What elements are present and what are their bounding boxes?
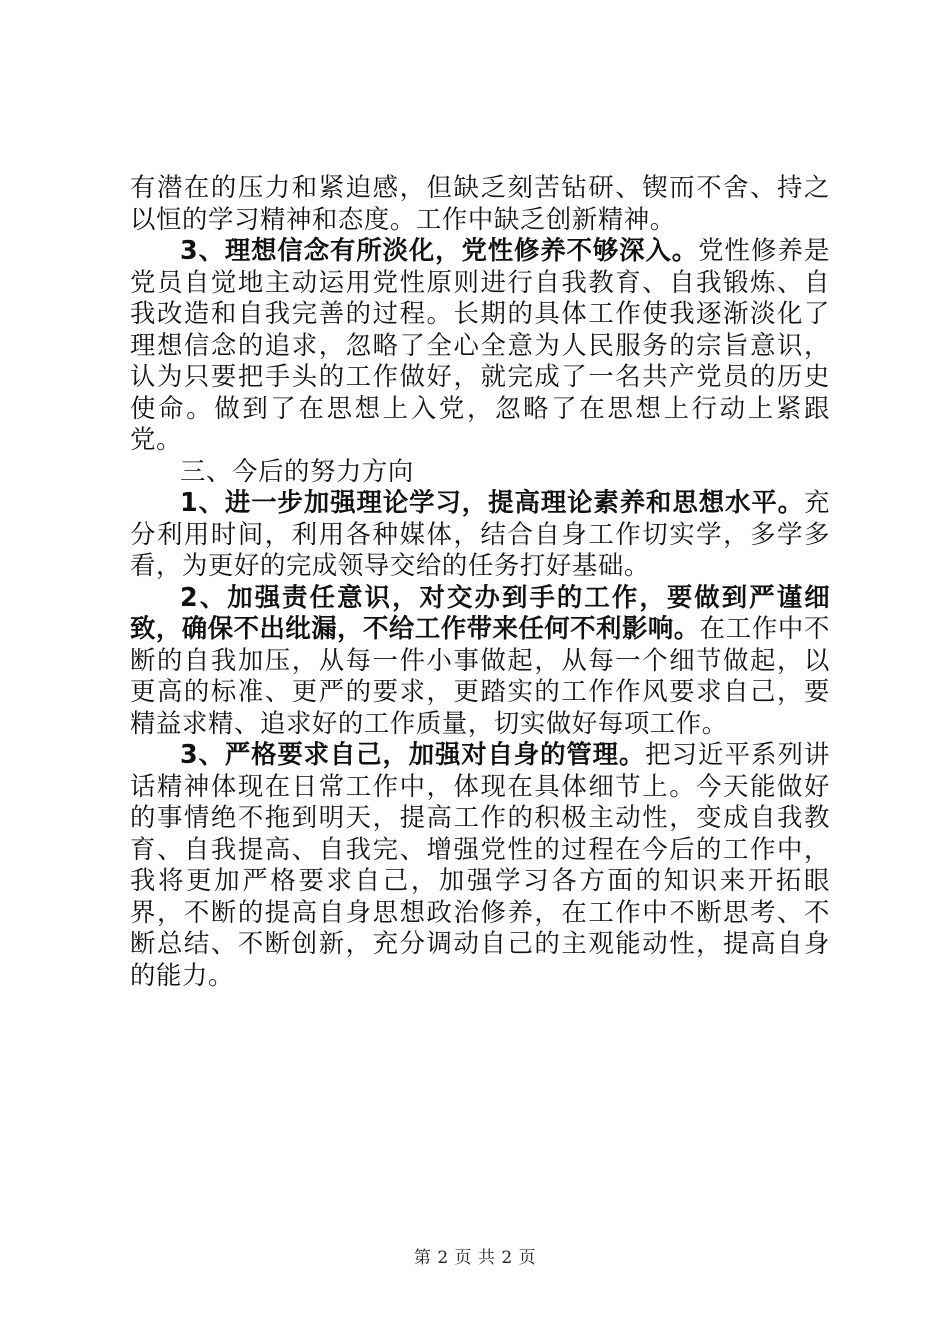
paragraph-point-1-theory [130,487,830,582]
paragraph-text: 党性修养是党员自觉地主动运用党性原则进行自我教育、自我锻炼、自我改造和自我完善的过程。长期的具体工作使我逐渐淡化了理想信念的追求，忽略了全心全意为人民服务的宗旨意识，认为只要把手头的工作做好，就完成了一名共产党员的历史使命。做到了在思想上入党，忽略了在思想上行动上紧跟党。 [130,235,831,454]
paragraph-text: 在工作中不断的自我加压，从每一件小事做起，从每一个细节做起，以更高的标准、更严的要求，更踏实的工作作风要求自己，要精益求精、追求好的工作质量，切实做好每项工作。 [130,613,830,738]
page-footer [0,1243,950,1268]
paragraph-text: 有潜在的压力和紧迫感，但缺乏刻苦钻研、锲而不舍、持之以恒的学习精神和态度。工作中缺乏创新精神。 [130,172,830,234]
paragraph-text: 充分利用时间，利用各种媒体，结合自身工作切实学，多学多看，为更好的完成领导交给的任务打好基础。 [130,487,830,580]
paragraph-lead: 3、严格要求自己，加强对自身的管理。 [180,739,646,769]
page-number-label: 第 2 页 共 2 页 [413,1248,537,1268]
paragraph-continuation [130,172,830,235]
paragraph-lead: 1、进一步加强理论学习，提高理论素养和思想水平。 [180,487,804,517]
section-heading [130,456,830,488]
paragraph-text: 把习近平系列讲话精神体现在日常工作中，体现在具体细节上。今天能做好的事情绝不拖到明天，提高工作的积极主动性，变成自我教育、自我提高、自我完、增强党性的过程在今后的工作中，我将更加严格要求自己，加强学习各方面的知识来开拓眼界，不断的提高自身思想政治修养，在工作中不断思考、不断总结、不断创新，充分调动自己的主观能动性，提高自身的能力。 [130,739,830,990]
section-heading-text: 三、今后的努力方向 [180,455,414,486]
paragraph-lead: 2、加强责任意识，对交办到手的工作，要做到严谨细致，确保不出纰漏，不给工作带来任何不利影响。 [130,581,830,643]
paragraph-point-3-self-discipline [130,739,830,991]
paragraph-point-3-ideals [130,235,830,456]
paragraph-lead: 3、理想信念有所淡化，党性修养不够深入。 [180,235,699,265]
document-body [130,172,830,991]
paragraph-point-2-responsibility [130,582,830,740]
